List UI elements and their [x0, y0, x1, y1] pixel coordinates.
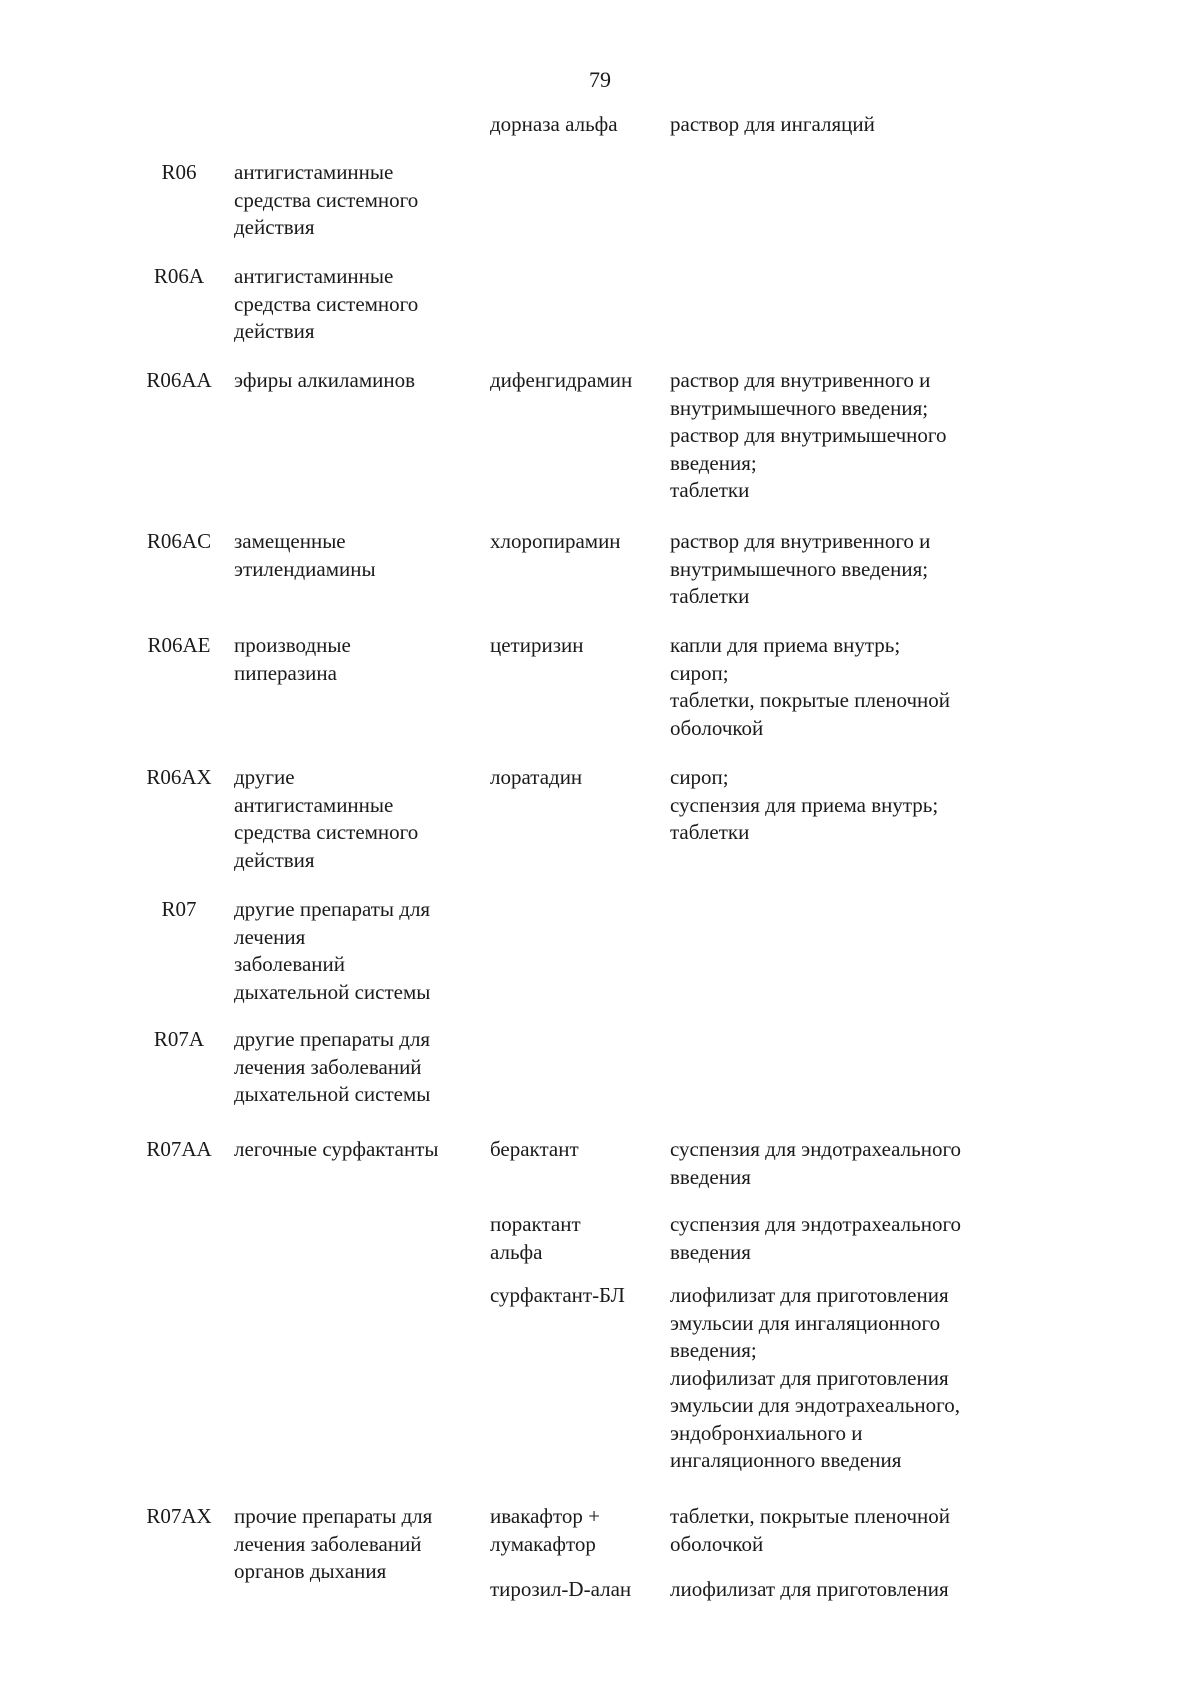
drug-name-line: сурфактант-БЛ — [490, 1283, 625, 1307]
dosage-form-line: эмульсии для эндотрахеального, — [670, 1393, 960, 1417]
dosage-form — [670, 1282, 1030, 1475]
dosage-form — [670, 1136, 1030, 1191]
pharm-group — [234, 1136, 474, 1164]
dosage-form-line: введения — [670, 1164, 751, 1189]
dosage-form-line: раствор для ингаляций — [670, 112, 875, 136]
pharm-group — [234, 1503, 474, 1586]
dosage-form-line: суспензия для эндотрахеального — [670, 1137, 962, 1161]
pharm-group-line: легочные сурфактанты — [234, 1137, 439, 1161]
pharm-group — [234, 263, 474, 346]
pharm-group-line: средства системного — [234, 291, 419, 316]
pharm-group-line: средства системного — [234, 820, 419, 844]
dosage-form-line: эндобронхиального и — [670, 1420, 863, 1445]
drug-name-line: лоратадин — [490, 765, 583, 789]
pharm-group-line: производные — [234, 633, 351, 657]
pharm-group-line: замещенные — [234, 529, 346, 553]
dosage-form-line: лиофилизат для приготовления — [670, 1283, 949, 1307]
atc-code: R06AA — [146, 368, 212, 392]
pharm-group-line: действия — [234, 215, 315, 239]
atc-code: R07 — [161, 897, 197, 921]
drug-name-line: лумакафтор — [490, 1531, 596, 1556]
pharm-group-line: дыхательной системы — [234, 1082, 431, 1106]
drug-name — [490, 528, 670, 556]
dosage-form-line: ингаляционного введения — [670, 1448, 902, 1472]
pharm-group-line: антигистаминные — [234, 792, 394, 817]
pharm-group — [234, 632, 474, 687]
pharm-group-line: эфиры алкиламинов — [234, 368, 416, 392]
dosage-form-line: лиофилизат для приготовления — [670, 1577, 949, 1601]
atc-code: R07A — [153, 1027, 205, 1051]
drug-name-line: хлоропирамин — [490, 529, 621, 553]
pharm-group — [234, 896, 474, 1006]
dosage-form — [670, 632, 1030, 742]
drug-name — [490, 367, 670, 395]
pharm-group-line: прочие препараты для — [234, 1504, 433, 1528]
drug-name-line: тирозил-D-алан — [490, 1577, 632, 1601]
atc-code: R06AC — [146, 529, 212, 553]
drug-name-line: берактант — [490, 1137, 579, 1161]
drug-name-line: ивакафтор + — [490, 1504, 601, 1528]
dosage-form-line: таблетки — [670, 584, 750, 608]
drug-name-line: дорназа альфа — [490, 112, 618, 136]
pharm-group — [234, 764, 474, 874]
dosage-form-line: таблетки, покрытые пленочной — [670, 688, 951, 712]
atc-code: R06AE — [147, 633, 211, 657]
dosage-form-line: раствор для внутримышечного — [670, 423, 947, 447]
dosage-form-line: суспензия для эндотрахеального — [670, 1212, 962, 1236]
dosage-form-line: введения; — [670, 450, 757, 475]
dosage-form-line: внутримышечного введения; — [670, 556, 929, 581]
atc-code: R06 — [161, 160, 197, 184]
atc-code: R06AX — [146, 765, 212, 789]
drug-name — [490, 111, 670, 139]
dosage-form-line: оболочкой — [670, 715, 764, 740]
pharm-group-line: антигистаминные — [234, 264, 394, 288]
drug-name-line: порактант — [490, 1212, 581, 1236]
pharm-group-line: заболеваний — [234, 952, 345, 976]
dosage-form — [670, 1211, 1030, 1266]
atc-code: R07AA — [146, 1137, 212, 1161]
atc-code: R07AX — [146, 1504, 212, 1528]
dosage-form-line: внутримышечного введения; — [670, 395, 929, 420]
pharm-group-line: лечения — [234, 924, 306, 949]
pharm-group-line: другие — [234, 765, 295, 789]
pharm-group-line: этилендиамины — [234, 556, 376, 581]
pharm-group-line: антигистаминные — [234, 160, 394, 184]
dosage-form — [670, 528, 1030, 611]
dosage-form-line: раствор для внутривенного и — [670, 529, 931, 553]
pharm-group — [234, 367, 474, 395]
dosage-form — [670, 111, 1030, 139]
dosage-form-line: эмульсии для ингаляционного — [670, 1310, 941, 1335]
pharm-group-line: другие препараты для — [234, 1027, 431, 1051]
drug-name-line: альфа — [490, 1239, 543, 1264]
pharm-group-line: лечения заболеваний — [234, 1054, 422, 1079]
pharm-group-line: лечения заболеваний — [234, 1531, 422, 1556]
dosage-form-line: оболочкой — [670, 1531, 764, 1556]
drug-name — [490, 1503, 670, 1558]
dosage-form-line: таблетки — [670, 820, 750, 844]
dosage-form-line: таблетки — [670, 478, 750, 502]
dosage-form-line: сироп; — [670, 765, 729, 789]
dosage-form-line: введения; — [670, 1338, 757, 1362]
pharm-group — [234, 528, 474, 583]
pharm-group — [234, 159, 474, 242]
dosage-form — [670, 1503, 1030, 1558]
pharm-group-line: действия — [234, 847, 315, 872]
dosage-form-line: сироп; — [670, 660, 729, 685]
page-number: 79 — [589, 67, 611, 92]
dosage-form — [670, 1576, 1030, 1604]
dosage-form-line: лиофилизат для приготовления — [670, 1365, 949, 1390]
dosage-form-line: капли для приема внутрь; — [670, 633, 901, 657]
atc-code: R06A — [153, 264, 205, 288]
pharm-group-line: пиперазина — [234, 660, 337, 685]
dosage-form-line: суспензия для приема внутрь; — [670, 792, 939, 817]
drug-name-line: цетиризин — [490, 633, 584, 657]
drug-name — [490, 632, 670, 660]
drug-name — [490, 1211, 670, 1266]
drug-name — [490, 1282, 670, 1310]
dosage-form-line: таблетки, покрытые пленочной — [670, 1504, 951, 1528]
pharm-group-line: средства системного — [234, 187, 419, 212]
drug-name — [490, 1576, 670, 1604]
drug-name — [490, 1136, 670, 1164]
dosage-form-line: раствор для внутривенного и — [670, 368, 931, 392]
drug-name — [490, 764, 670, 792]
dosage-form — [670, 764, 1030, 847]
pharm-group-line: действия — [234, 319, 315, 343]
dosage-form-line: введения — [670, 1239, 751, 1264]
dosage-form — [670, 367, 1030, 505]
pharm-group-line: другие препараты для — [234, 897, 431, 921]
pharm-group — [234, 1026, 474, 1109]
drug-name-line: дифенгидрамин — [490, 368, 633, 392]
pharm-group-line: органов дыхания — [234, 1559, 387, 1583]
pharm-group-line: дыхательной системы — [234, 979, 431, 1004]
